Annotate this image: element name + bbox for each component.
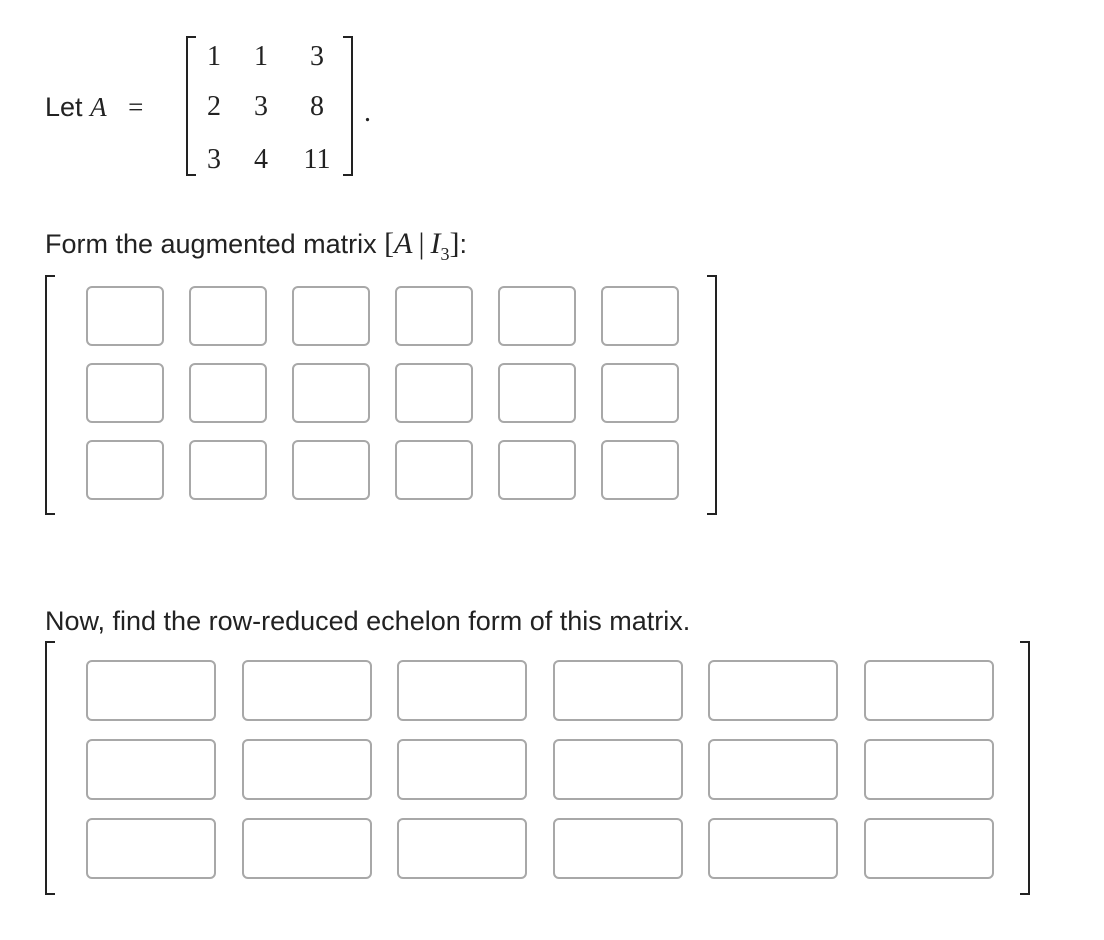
- augmented-cell-input[interactable]: [292, 363, 370, 423]
- rref-right-bracket: [1020, 641, 1030, 895]
- prompt-colon: :: [459, 229, 468, 259]
- augmented-right-bracket: [707, 275, 717, 515]
- rref-cell-input[interactable]: [553, 660, 683, 721]
- augmented-cell-input[interactable]: [189, 440, 267, 500]
- augmented-cell-input[interactable]: [86, 286, 164, 346]
- rref-cell-input[interactable]: [553, 818, 683, 879]
- rref-cell-input[interactable]: [864, 818, 994, 879]
- equals-sign: =: [128, 92, 144, 122]
- augmented-cell-input[interactable]: [601, 440, 679, 500]
- rref-prompt: Now, find the row-reduced echelon form of this matrix.: [45, 606, 691, 636]
- augmented-notation: [A | $I_3$]: [384, 227, 460, 264]
- augmented-matrix-prompt: [45, 227, 467, 271]
- rref-cell-input[interactable]: [553, 739, 683, 800]
- rref-cell-input[interactable]: [242, 660, 372, 721]
- rref-cell-input[interactable]: [86, 818, 216, 879]
- matrix-a-cell: 11: [303, 144, 331, 175]
- matrix-a-cell: 3: [310, 41, 324, 72]
- matrix-variable: A: [90, 92, 107, 122]
- augmented-cell-input[interactable]: [86, 363, 164, 423]
- augmented-cell-input[interactable]: [498, 440, 576, 500]
- rref-cell-input[interactable]: [86, 739, 216, 800]
- augmented-cell-input[interactable]: [395, 286, 473, 346]
- rref-cell-input[interactable]: [397, 818, 527, 879]
- augmented-cell-input[interactable]: [498, 363, 576, 423]
- rref-cell-input[interactable]: [397, 739, 527, 800]
- augmented-prompt-text: Form the augmented matrix: [45, 229, 377, 259]
- matrix-a-cell: 3: [254, 91, 268, 122]
- matrix-a-right-bracket: [343, 36, 353, 176]
- rref-cell-input[interactable]: [864, 739, 994, 800]
- rref-left-bracket: [45, 641, 55, 895]
- rref-cell-input[interactable]: [864, 660, 994, 721]
- rref-cell-input[interactable]: [242, 739, 372, 800]
- rref-cell-input[interactable]: [708, 660, 838, 721]
- rref-cell-input[interactable]: [86, 660, 216, 721]
- augmented-cell-input[interactable]: [189, 363, 267, 423]
- let-text: Let: [45, 92, 83, 122]
- augmented-cell-input[interactable]: [395, 440, 473, 500]
- matrix-a-cell: 2: [207, 91, 221, 122]
- rref-cell-input[interactable]: [397, 660, 527, 721]
- matrix-a-cell: 4: [254, 144, 268, 175]
- augmented-cell-input[interactable]: [601, 363, 679, 423]
- matrix-a-cell: 1: [254, 41, 268, 72]
- sentence-period: .: [364, 97, 371, 128]
- augmented-cell-input[interactable]: [86, 440, 164, 500]
- matrix-a-cell: 1: [207, 41, 221, 72]
- augmented-cell-input[interactable]: [292, 440, 370, 500]
- rref-cell-input[interactable]: [242, 818, 372, 879]
- matrix-definition-label: [45, 90, 143, 124]
- augmented-left-bracket: [45, 275, 55, 515]
- augmented-cell-input[interactable]: [601, 286, 679, 346]
- augmented-cell-input[interactable]: [395, 363, 473, 423]
- augmented-cell-input[interactable]: [292, 286, 370, 346]
- matrix-a-cell: 3: [207, 144, 221, 175]
- augmented-cell-input[interactable]: [498, 286, 576, 346]
- matrix-a-cell: 8: [310, 91, 324, 122]
- rref-cell-input[interactable]: [708, 818, 838, 879]
- augmented-cell-input[interactable]: [189, 286, 267, 346]
- rref-cell-input[interactable]: [708, 739, 838, 800]
